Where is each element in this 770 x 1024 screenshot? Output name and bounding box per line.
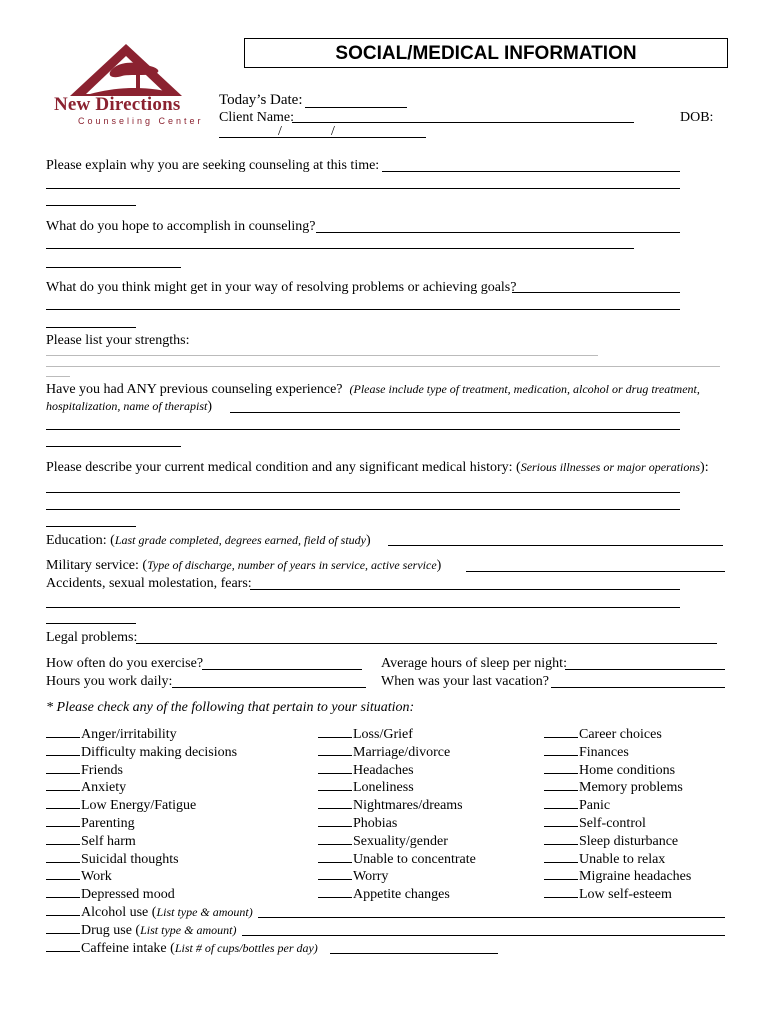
checkbox-alcohol[interactable]	[46, 904, 80, 916]
question-accidents: Accidents, sexual molestation, fears:	[46, 576, 252, 591]
previous-counseling-note-2: hospitalization, name of therapist)	[46, 399, 213, 414]
client-name-label: Client Name:	[219, 110, 295, 125]
checklist-item-label: Appetite changes	[353, 887, 450, 903]
checklist-item	[46, 797, 196, 814]
checkbox-blank[interactable]	[318, 726, 352, 738]
previous-counseling-label: Have you had ANY previous counseling experience?	[46, 382, 343, 397]
checklist-item	[544, 726, 662, 743]
answer-strengths-line-3[interactable]	[46, 376, 70, 377]
dob-sep-2: /	[331, 124, 335, 139]
checkbox-blank[interactable]	[318, 833, 352, 845]
checklist-item-label: Low Energy/Fatigue	[81, 798, 197, 814]
checklist-item-label: Migraine headaches	[579, 869, 692, 885]
checklist-item-label: Sexuality/gender	[353, 833, 448, 849]
checklist-item	[318, 851, 476, 868]
question-previous-counseling	[46, 382, 700, 398]
checkbox-blank[interactable]	[318, 851, 352, 863]
answer-accidents-line-1[interactable]	[250, 589, 680, 590]
checkbox-blank[interactable]	[318, 762, 352, 774]
checklist-item	[544, 797, 610, 814]
question-vacation: When was your last vacation?	[381, 674, 549, 689]
answer-previous-line-1[interactable]	[230, 412, 680, 413]
checklist-item-label: Headaches	[353, 762, 414, 778]
answer-medical-line-2[interactable]	[46, 509, 680, 510]
answer-accomplish-line-2[interactable]	[46, 248, 634, 249]
answer-obstacles-line-1[interactable]	[512, 292, 680, 293]
answer-education[interactable]	[388, 545, 723, 546]
checklist-item	[46, 815, 135, 832]
answer-medical-line-3[interactable]	[46, 526, 136, 527]
answer-strengths-line-2[interactable]	[46, 366, 720, 367]
question-military: Military service: (Type of discharge, number of years in service, active service)	[46, 558, 442, 573]
checklist-item-label: Low self-esteem	[579, 887, 672, 903]
answer-accomplish-line-1[interactable]	[316, 232, 680, 233]
checkbox-drug[interactable]	[46, 922, 80, 934]
checkbox-blank[interactable]	[318, 886, 352, 898]
checklist-item-label: Panic	[579, 798, 611, 814]
checklist-item-label: Sleep disturbance	[579, 833, 679, 849]
checklist-item-label: Marriage/divorce	[353, 744, 451, 760]
checklist-item	[544, 851, 665, 868]
logo	[50, 42, 210, 132]
answer-military[interactable]	[466, 571, 725, 572]
checklist-item-label: Parenting	[81, 816, 135, 831]
checklist-drug: Drug use (List type & amount)	[46, 922, 236, 939]
checklist-item	[544, 886, 672, 903]
checkbox-blank[interactable]	[544, 886, 578, 898]
answer-accidents-line-2[interactable]	[46, 607, 680, 608]
dob-field[interactable]	[219, 137, 426, 138]
answer-vacation[interactable]	[551, 687, 725, 688]
checklist-item	[544, 868, 691, 885]
answer-sleep[interactable]	[565, 669, 725, 670]
logo-name: New Directions	[54, 94, 181, 115]
answer-medical-line-1[interactable]	[46, 492, 680, 493]
date-field[interactable]	[305, 107, 407, 108]
checkbox-blank[interactable]	[318, 868, 352, 880]
checklist-item	[46, 779, 126, 796]
checklist-alcohol: Alcohol use (List type & amount)	[46, 904, 253, 921]
checklist-item	[318, 726, 413, 743]
checklist-item-label: Depressed mood	[81, 887, 175, 903]
answer-strengths-line-1[interactable]	[46, 355, 598, 356]
checkbox-blank[interactable]	[46, 833, 80, 845]
client-name-field[interactable]	[292, 122, 634, 123]
checklist-item-label: Finances	[579, 744, 629, 760]
checklist-item-label: Phobias	[353, 816, 398, 831]
checklist-item	[46, 868, 112, 885]
checklist-item	[318, 815, 397, 832]
checklist-instruction: * Please check any of the following that pertain to your situation:	[46, 700, 415, 715]
checkbox-blank[interactable]	[46, 762, 80, 774]
answer-reason-line-1[interactable]	[382, 171, 680, 172]
checklist-item	[318, 762, 414, 779]
checklist-item-label: Work	[81, 869, 112, 885]
checkbox-blank[interactable]	[544, 744, 578, 756]
answer-obstacles-line-2[interactable]	[46, 309, 680, 310]
checkbox-caffeine[interactable]	[46, 940, 80, 952]
answer-drug[interactable]	[242, 935, 725, 936]
question-accomplish: What do you hope to accomplish in counseling?	[46, 219, 316, 234]
checklist-item-label: Memory problems	[579, 780, 683, 796]
checklist-item	[318, 886, 450, 903]
checklist-item	[318, 797, 463, 814]
form-title: SOCIAL/MEDICAL INFORMATION	[244, 38, 728, 68]
question-education: Education: (Last grade completed, degrees earned, field of study)	[46, 533, 371, 548]
checklist-item	[46, 886, 175, 903]
question-obstacles: What do you think might get in your way of resolving problems or achieving goals?	[46, 280, 517, 295]
checkbox-blank[interactable]	[46, 744, 80, 756]
checklist-item-label: Anger/irritability	[81, 727, 177, 742]
answer-obstacles-line-3[interactable]	[46, 327, 136, 328]
question-sleep: Average hours of sleep per night:	[381, 656, 567, 671]
checklist-item-label: Difficulty making decisions	[81, 744, 238, 760]
question-strengths: Please list your strengths:	[46, 333, 190, 348]
checklist-item	[318, 779, 414, 796]
answer-previous-line-2[interactable]	[46, 429, 680, 430]
dob-label: DOB:	[680, 110, 714, 125]
answer-accidents-line-3[interactable]	[46, 623, 136, 624]
answer-reason-line-2[interactable]	[46, 188, 680, 189]
checklist-item	[544, 744, 629, 761]
checklist-item-label: Home conditions	[579, 762, 676, 778]
checkbox-blank[interactable]	[544, 833, 578, 845]
question-work-hours: Hours you work daily:	[46, 674, 173, 689]
checklist-item-label: Friends	[81, 762, 123, 778]
checklist-item	[544, 762, 675, 779]
checkbox-blank[interactable]	[46, 815, 80, 827]
checkbox-blank[interactable]	[318, 815, 352, 827]
checklist-item-label: Suicidal thoughts	[81, 851, 179, 867]
checklist-item	[544, 815, 646, 832]
checklist-item-label: Unable to relax	[579, 851, 666, 867]
checklist-item-label: Anxiety	[81, 780, 127, 796]
question-legal: Legal problems:	[46, 630, 138, 645]
logo-subtitle: Counseling Center	[78, 116, 204, 126]
answer-accomplish-line-3[interactable]	[46, 267, 181, 268]
checkbox-blank[interactable]	[318, 779, 352, 791]
checkbox-blank[interactable]	[46, 726, 80, 738]
checklist-item	[46, 762, 123, 779]
question-exercise: How often do you exercise?	[46, 656, 204, 671]
checklist-item	[544, 833, 678, 850]
checkbox-blank[interactable]	[544, 762, 578, 774]
date-label: Today’s Date:	[219, 92, 303, 108]
checklist-caffeine: Caffeine intake (List # of cups/bottles per day)	[46, 940, 318, 957]
checklist-item-label: Self-control	[579, 816, 646, 831]
checklist-item	[318, 744, 450, 761]
checklist-item	[46, 833, 136, 850]
checkbox-blank[interactable]	[544, 779, 578, 791]
checklist-item	[46, 726, 177, 743]
checklist-item-label: Loss/Grief	[353, 727, 413, 742]
checklist-item	[46, 851, 179, 868]
previous-counseling-note: (Please include type of treatment, medication, alcohol or drug treatment,	[349, 382, 700, 396]
checkbox-blank[interactable]	[544, 851, 578, 863]
checklist-item-label: Unable to concentrate	[353, 851, 476, 867]
logo-mark-icon	[50, 42, 210, 98]
checklist-item-label: Nightmares/dreams	[353, 798, 463, 814]
dob-sep-1: /	[278, 124, 282, 139]
answer-alcohol[interactable]	[258, 917, 725, 918]
checklist-item	[46, 744, 237, 761]
answer-work-hours[interactable]	[172, 687, 366, 688]
question-reason: Please explain why you are seeking counseling at this time:	[46, 158, 380, 173]
checklist-item	[318, 868, 388, 885]
question-medical: Please describe your current medical condition and any significant medical history: (Serious illnesses or major operations):	[46, 460, 709, 475]
answer-exercise[interactable]	[202, 669, 362, 670]
checkbox-blank[interactable]	[544, 868, 578, 880]
checkbox-blank[interactable]	[544, 815, 578, 827]
checkbox-blank[interactable]	[544, 726, 578, 738]
checkbox-blank[interactable]	[318, 744, 352, 756]
checkbox-blank[interactable]	[544, 797, 578, 809]
checkbox-blank[interactable]	[46, 851, 80, 863]
checklist-item	[318, 833, 448, 850]
medical-note: Serious illnesses or major operations	[520, 460, 701, 474]
answer-previous-line-3[interactable]	[46, 446, 181, 447]
checkbox-blank[interactable]	[46, 886, 80, 898]
checklist-item	[544, 779, 683, 796]
checkbox-blank[interactable]	[46, 797, 80, 809]
answer-legal[interactable]	[136, 643, 717, 644]
checklist-item-label: Worry	[353, 869, 389, 885]
checkbox-blank[interactable]	[46, 868, 80, 880]
checklist-item-label: Career choices	[579, 727, 662, 742]
answer-reason-line-3[interactable]	[46, 205, 136, 206]
checkbox-blank[interactable]	[318, 797, 352, 809]
checklist-item-label: Loneliness	[353, 780, 414, 796]
checklist-item-label: Self harm	[81, 833, 136, 849]
checkbox-blank[interactable]	[46, 779, 80, 791]
answer-caffeine[interactable]	[330, 953, 498, 954]
